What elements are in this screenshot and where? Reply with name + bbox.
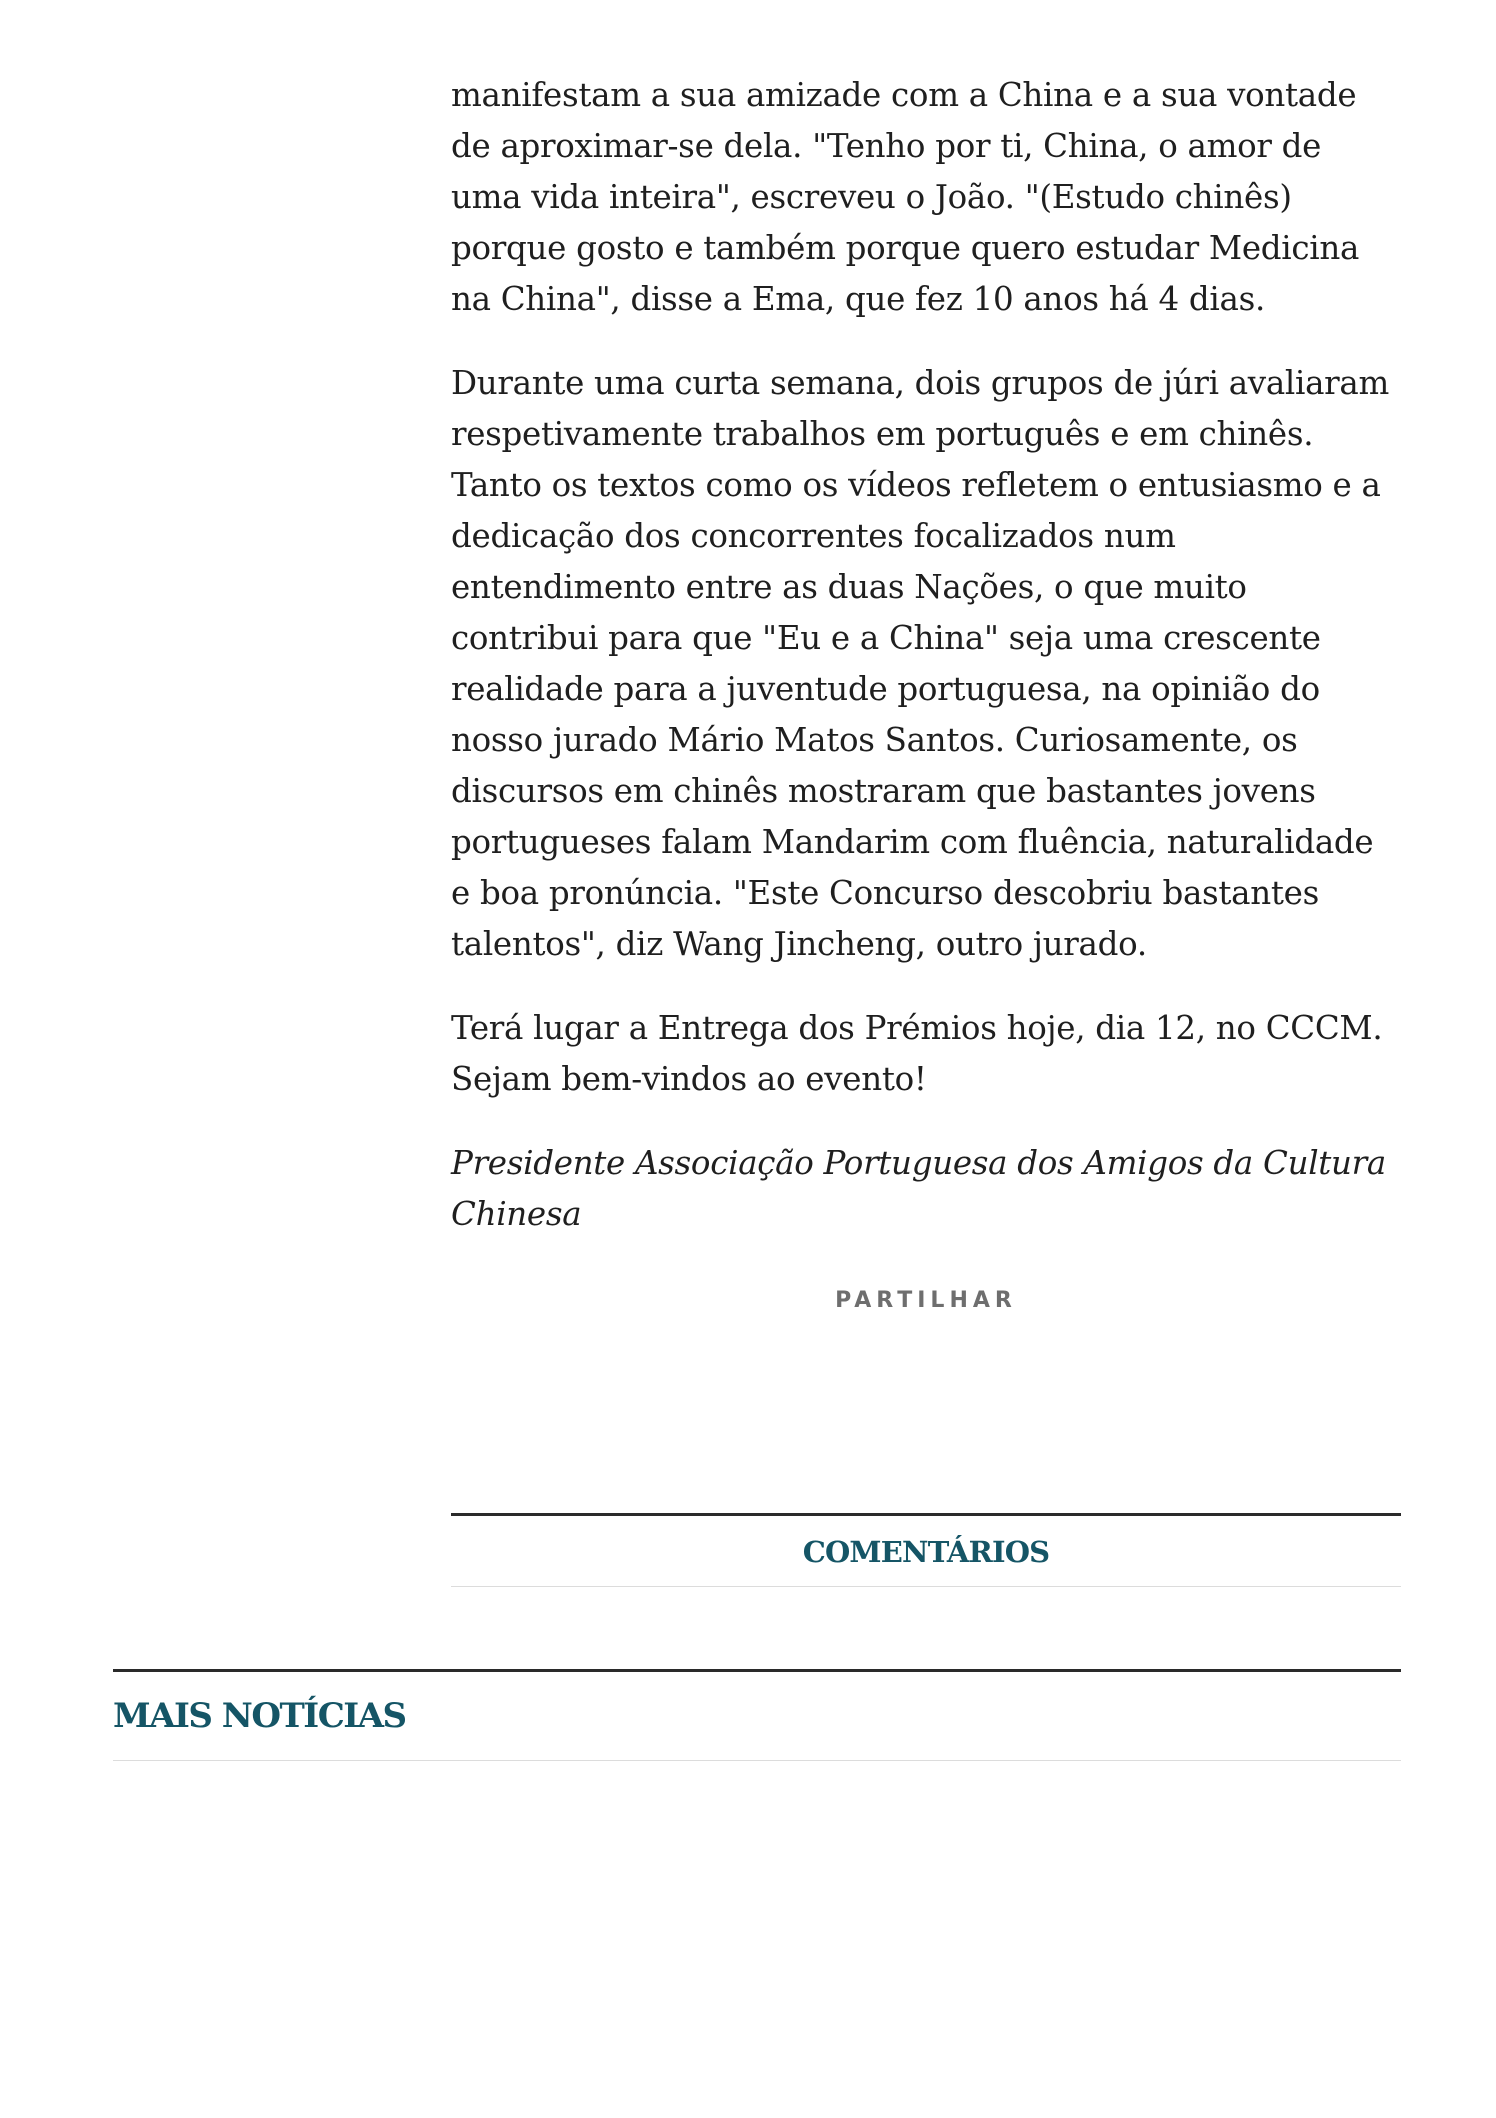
more-news-section [113,1669,1401,1761]
comments-toggle[interactable]: COMENTÁRIOS [802,1535,1050,1569]
share-button[interactable]: PARTILHAR [835,1288,1017,1313]
article-paragraph: manifestam a sua amizade com a China e a sua vontade de aproximar-se dela. "Tenho por ti, China, o amor de uma vida inteira", escreveu o João. "(Estudo chinês) porque gosto e também porque quero estudar Medicina na China", disse a Ema, que fez 10 anos há 4 dias. [451,76,1360,318]
article-paragraph: Terá lugar a Entrega dos Prémios hoje, dia 12, no CCCM. Sejam bem-vindos ao evento! [451,1009,1383,1098]
article-body [451,70,1401,1273]
more-news-heading: MAIS NOTÍCIAS [113,1696,406,1736]
author-signature: Presidente Associação Portuguesa dos Amigos da Cultura Chinesa [451,1144,1386,1233]
comments-section [451,1513,1401,1587]
article-paragraph: Durante uma curta semana, dois grupos de júri avaliaram respetivamente trabalhos em português e em chinês. Tanto os textos como os vídeos refletem o entusiasmo e a dedicação dos concorrentes focalizados num entendimento entre as duas Nações, o que muito contribui para que "Eu e a China" seja uma crescente realidade para a juventude portuguesa, na opinião do nosso jurado Mário Matos Santos. Curiosamente, os discursos em chinês mostraram que bastantes jovens portugueses falam Mandarim com fluência, naturalidade e boa pronúncia. "Este Concurso descobriu bastantes talentos", diz Wang Jincheng, outro jurado. [451,364,1389,963]
